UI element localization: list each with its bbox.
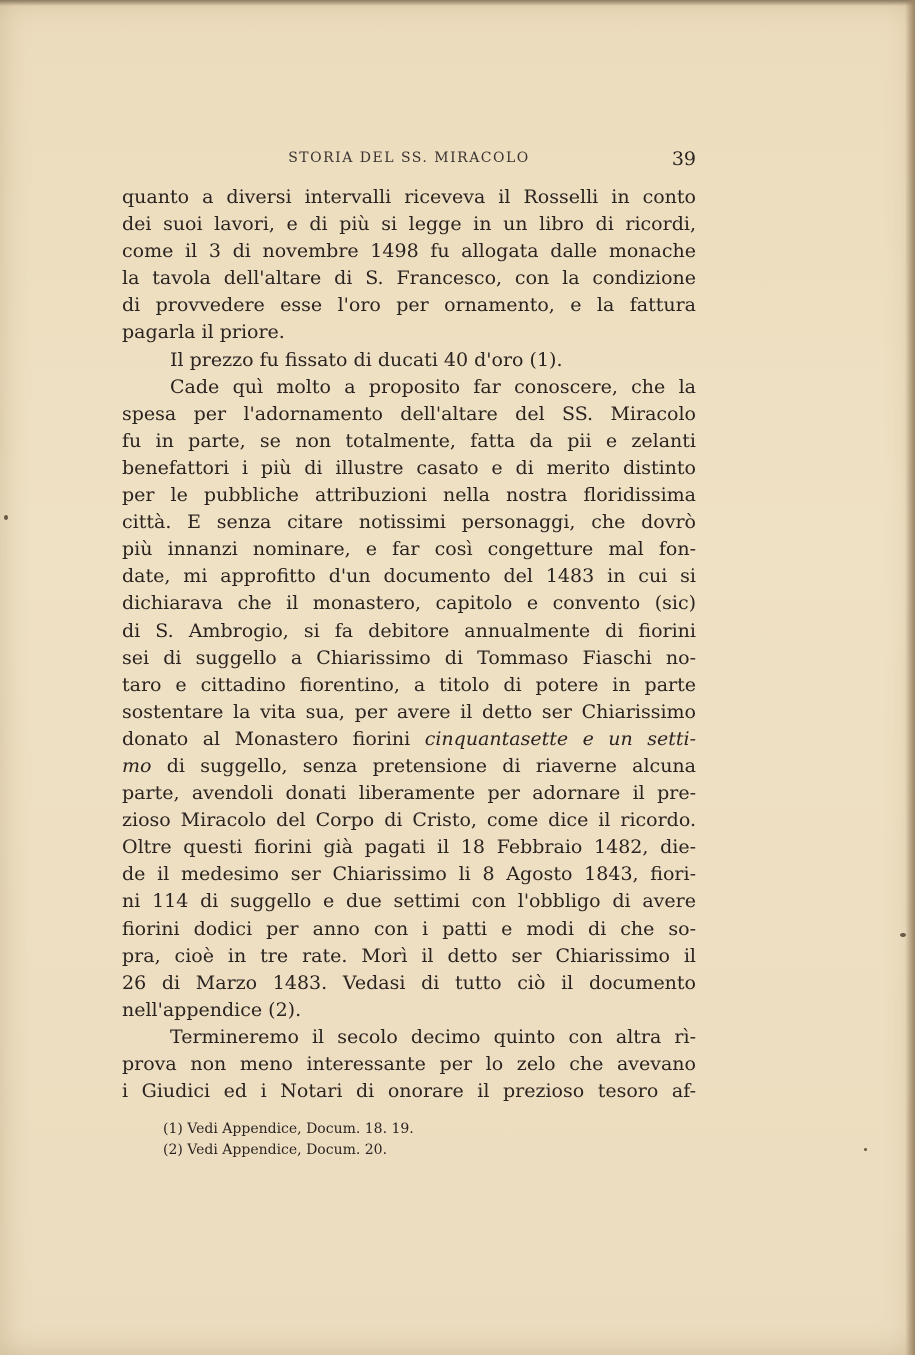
text-line: pagarla il priore. [122, 321, 285, 344]
running-head [122, 150, 696, 174]
text-line: i Giudici ed i Notari di onorare il prezioso tesoro af- [122, 1080, 696, 1103]
paper-speck [864, 1148, 867, 1151]
text-line: taro e cittadino fiorentino, a titolo di potere in parte [122, 673, 696, 696]
text-line: come il 3 di novembre 1498 fu allogata dalle monache [122, 240, 696, 263]
text-line: Oltre questi fiorini già pagati il 18 Febbraio 1482, die- [122, 836, 696, 859]
text-line: di S. Ambrogio, si fa debitore annualmente di fiorini [122, 619, 696, 642]
text-line: più innanzi nominare, e far così congetture mal fon- [122, 538, 696, 561]
text-line: quanto a diversi intervalli riceveva il Rosselli in conto [122, 186, 696, 208]
italic-text: cinquantasette e un setti- [424, 727, 696, 750]
text-line: la tavola dell'altare di S. Francesco, con la condizione [122, 267, 696, 290]
running-title: STORIA DEL SS. MIRACOLO [288, 150, 530, 166]
footnote: (1) Vedi Appendice, Docum. 18. 19. [163, 1121, 414, 1137]
footnotes [163, 1119, 563, 1161]
text-line: dei suoi lavori, e di più si legge in un libro di ricordi, [122, 213, 696, 236]
page-edge-right [905, 0, 915, 1355]
text-line: 26 di Marzo 1483. Vedasi di tutto ciò il documento [122, 971, 696, 994]
text-segment: di suggello, senza pretensione di riaverne alcuna [166, 754, 696, 777]
text-line [122, 726, 696, 753]
page-number: 39 [671, 148, 696, 170]
italic-text: mo [122, 754, 152, 777]
text-line: parte, avendoli donati liberamente per adornare il pre- [122, 782, 696, 805]
text-line: sostentare la vita sua, per avere il detto ser Chiarissimo [122, 700, 696, 723]
text-line: dichiarava che il monastero, capitolo e convento (sic) [122, 592, 696, 615]
text-line: ni 114 di suggello e due settimi con l'obbligo di avere [122, 890, 696, 913]
text-line: prova non meno interessante per lo zelo che avevano [122, 1053, 696, 1075]
text-line: per le pubbliche attribuzioni nella nostra floridissima [122, 484, 696, 507]
text-line: spesa per l'adornamento dell'altare del SS. Miracolo [122, 402, 696, 425]
text-line: benefattori i più di illustre casato e di merito distinto [122, 456, 696, 479]
paper-speck [900, 933, 906, 937]
text-line: date, mi approfitto d'un documento del 1483 in cui si [122, 565, 696, 588]
text-line: fu in parte, se non totalmente, fatta da pii e zelanti [122, 429, 696, 452]
page-edge-top [0, 0, 915, 6]
text-line: Cade quì molto a proposito far conoscere, che la [170, 375, 696, 398]
text-line: pra, cioè in tre rate. Morì il detto ser Chiarissimo il [122, 944, 696, 967]
text-line: zioso Miracolo del Corpo di Cristo, come dice il ricordo. [122, 809, 696, 832]
text-line: Il prezzo fu fissato di ducati 40 d'oro (1). [170, 348, 563, 371]
text-line: sei di suggello a Chiarissimo di Tommaso Fiaschi no- [122, 646, 696, 669]
text-line: Termineremo il secolo decimo quinto con altra rì- [170, 1025, 696, 1048]
text-line: di provvedere esse l'oro per ornamento, e la fattura [122, 294, 696, 317]
text-segment: donato al Monastero fiorini [122, 727, 411, 750]
footnote: (2) Vedi Appendice, Docum. 20. [163, 1142, 388, 1158]
paper-speck [4, 515, 8, 520]
text-line: nell'appendice (2). [122, 998, 302, 1021]
text-line: de il medesimo ser Chiarissimo li 8 Agosto 1843, fiori- [122, 863, 696, 886]
text-line: fiorini dodici per anno con i patti e modi di che so- [122, 917, 696, 940]
body-text [122, 184, 696, 1105]
text-line: città. E senza citare notissimi personaggi, che dovrò [122, 511, 696, 534]
text-line [122, 753, 696, 780]
